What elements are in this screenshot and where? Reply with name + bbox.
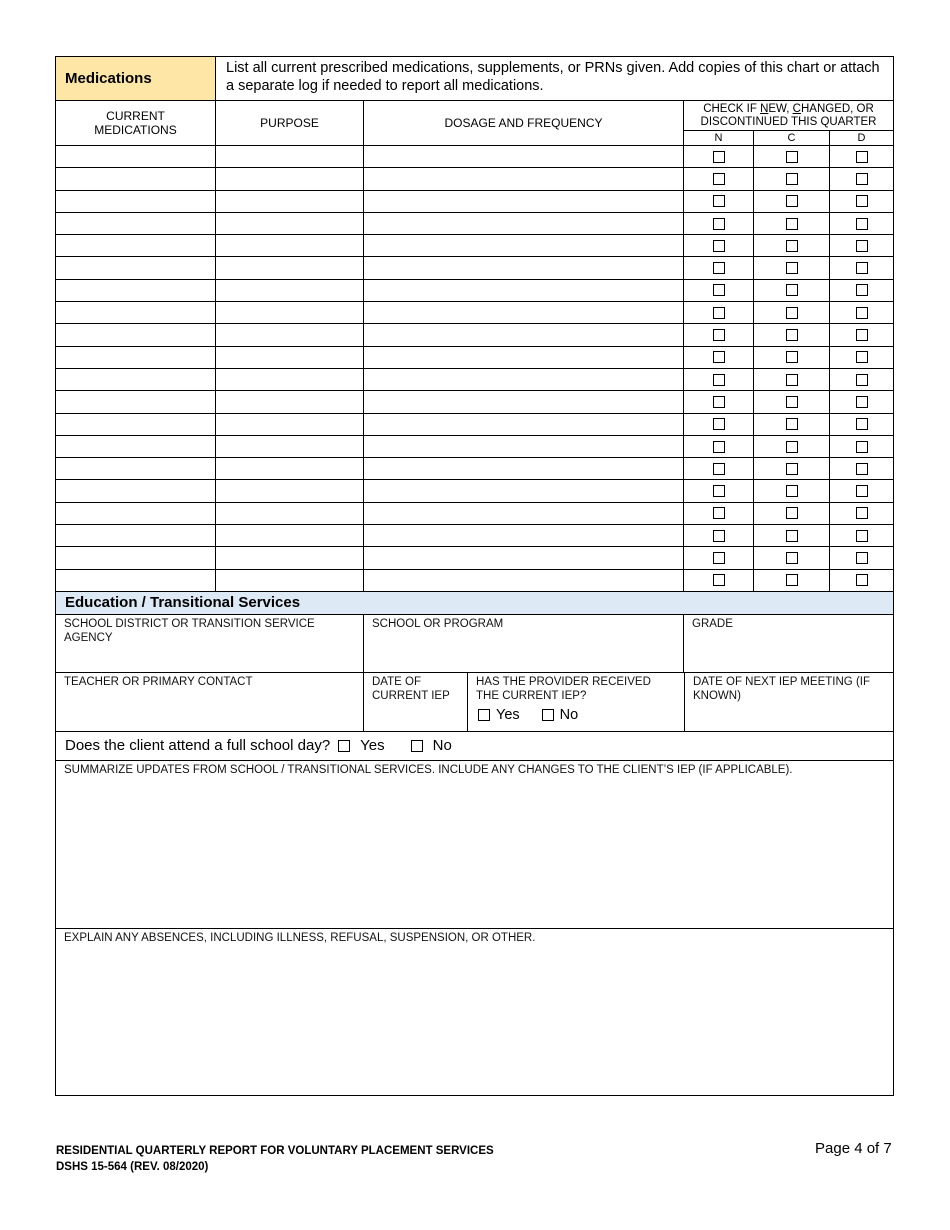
changed-checkbox-cell	[754, 503, 830, 524]
new-checkbox-cell	[684, 257, 754, 278]
changed-checkbox-cell	[754, 168, 830, 189]
footer-form-title: RESIDENTIAL QUARTERLY REPORT FOR VOLUNTARY PLACEMENT SERVICES	[56, 1145, 494, 1157]
new-checkbox[interactable]	[713, 374, 725, 386]
medication-purpose-cell[interactable]	[216, 213, 364, 234]
new-checkbox[interactable]	[713, 151, 725, 163]
medication-purpose-cell[interactable]	[216, 347, 364, 368]
medication-dosage-cell[interactable]	[364, 347, 684, 368]
discontinued-checkbox-cell	[830, 525, 893, 546]
iep-no-label: No	[559, 706, 579, 723]
discontinued-checkbox[interactable]	[856, 262, 868, 274]
full-day-question: Does the client attend a full school day?	[65, 737, 331, 755]
medication-purpose-cell[interactable]	[216, 391, 364, 412]
discontinued-checkbox[interactable]	[856, 507, 868, 519]
medication-name-cell[interactable]	[56, 391, 216, 412]
medication-dosage-cell[interactable]	[364, 480, 684, 501]
medication-name-cell[interactable]	[56, 280, 216, 301]
discontinued-checkbox[interactable]	[856, 374, 868, 386]
medication-name-cell[interactable]	[56, 503, 216, 524]
medications-title: Medications	[56, 57, 216, 100]
medication-name-cell[interactable]	[56, 414, 216, 435]
new-checkbox[interactable]	[713, 284, 725, 296]
changed-checkbox-cell	[754, 391, 830, 412]
discontinued-checkbox-cell	[830, 570, 893, 591]
medications-instructions: List all current prescribed medications, supplements, or PRNs given. Add copies of this chart or attach a separate log if needed to report all medications.	[226, 60, 880, 94]
iep-received-label: HAS THE PROVIDER RECEIVED THE CURRENT IEP?	[476, 675, 651, 702]
medication-dosage-cell[interactable]	[364, 213, 684, 234]
new-checkbox[interactable]	[713, 218, 725, 230]
new-checkbox[interactable]	[713, 195, 725, 207]
medications-rows	[56, 146, 893, 592]
changed-checkbox[interactable]	[786, 396, 798, 408]
medication-purpose-cell[interactable]	[216, 280, 364, 301]
next-iep-field[interactable]: DATE OF NEXT IEP MEETING (IF KNOWN)	[693, 675, 870, 702]
medication-name-cell[interactable]	[56, 146, 216, 167]
full-day-yes-checkbox[interactable]	[338, 740, 350, 752]
discontinued-checkbox[interactable]	[856, 485, 868, 497]
medication-name-cell[interactable]	[56, 324, 216, 345]
medication-dosage-cell[interactable]	[364, 191, 684, 212]
changed-checkbox[interactable]	[786, 240, 798, 252]
new-checkbox[interactable]	[713, 574, 725, 586]
medication-purpose-cell[interactable]	[216, 547, 364, 568]
new-checkbox[interactable]	[713, 396, 725, 408]
discontinued-checkbox-cell	[830, 547, 893, 568]
discontinued-checkbox-cell	[830, 324, 893, 345]
new-checkbox[interactable]	[713, 262, 725, 274]
medication-purpose-cell[interactable]	[216, 257, 364, 278]
changed-checkbox[interactable]	[786, 195, 798, 207]
new-checkbox[interactable]	[713, 307, 725, 319]
new-checkbox-cell	[684, 213, 754, 234]
col-changed: C	[754, 131, 830, 145]
medication-row	[56, 458, 893, 480]
changed-checkbox[interactable]	[786, 463, 798, 475]
medication-name-cell[interactable]	[56, 347, 216, 368]
medication-dosage-cell[interactable]	[364, 436, 684, 457]
new-checkbox[interactable]	[713, 485, 725, 497]
teacher-field[interactable]: TEACHER OR PRIMARY CONTACT	[56, 673, 364, 731]
medication-row	[56, 525, 893, 547]
changed-checkbox-cell	[754, 280, 830, 301]
medication-purpose-cell[interactable]	[216, 302, 364, 323]
changed-checkbox-cell	[754, 302, 830, 323]
medications-header	[56, 57, 893, 101]
new-checkbox[interactable]	[713, 173, 725, 185]
school-district-field[interactable]: SCHOOL DISTRICT OR TRANSITION SERVICE AGENCY	[56, 615, 364, 672]
medication-row	[56, 191, 893, 213]
discontinued-checkbox-cell	[830, 458, 893, 479]
new-checkbox-cell	[684, 146, 754, 167]
full-day-no-label: No	[432, 737, 452, 755]
medication-row	[56, 570, 893, 592]
medication-purpose-cell[interactable]	[216, 525, 364, 546]
medication-purpose-cell[interactable]	[216, 480, 364, 501]
discontinued-checkbox-cell	[830, 213, 893, 234]
discontinued-checkbox-cell	[830, 391, 893, 412]
grade-field[interactable]: GRADE	[692, 617, 733, 630]
discontinued-checkbox[interactable]	[856, 351, 868, 363]
medication-purpose-cell[interactable]	[216, 436, 364, 457]
changed-checkbox-cell	[754, 525, 830, 546]
medication-dosage-cell[interactable]	[364, 458, 684, 479]
discontinued-checkbox-cell	[830, 369, 893, 390]
medication-dosage-cell[interactable]	[364, 547, 684, 568]
discontinued-checkbox-cell	[830, 191, 893, 212]
medications-column-headers	[56, 101, 893, 146]
medication-dosage-cell[interactable]	[364, 525, 684, 546]
discontinued-checkbox[interactable]	[856, 552, 868, 564]
medication-name-cell[interactable]	[56, 235, 216, 256]
check-title: CHECK IF NEW, CHANGED, OR DISCONTINUED THIS QUARTER	[684, 101, 893, 131]
new-checkbox[interactable]	[713, 552, 725, 564]
full-day-yes-label: Yes	[360, 737, 385, 755]
changed-checkbox[interactable]	[786, 351, 798, 363]
medication-dosage-cell[interactable]	[364, 146, 684, 167]
changed-checkbox[interactable]	[786, 552, 798, 564]
medication-purpose-cell[interactable]	[216, 168, 364, 189]
changed-checkbox-cell	[754, 414, 830, 435]
discontinued-checkbox[interactable]	[856, 240, 868, 252]
discontinued-checkbox[interactable]	[856, 329, 868, 341]
medication-dosage-cell[interactable]	[364, 414, 684, 435]
new-checkbox-cell	[684, 369, 754, 390]
new-checkbox[interactable]	[713, 530, 725, 542]
new-checkbox[interactable]	[713, 329, 725, 341]
education-row-1	[56, 615, 893, 673]
medication-name-cell[interactable]	[56, 302, 216, 323]
changed-checkbox[interactable]	[786, 530, 798, 542]
iep-received-group	[468, 673, 685, 731]
medication-row	[56, 391, 893, 413]
changed-checkbox-cell	[754, 480, 830, 501]
medication-dosage-cell[interactable]	[364, 503, 684, 524]
changed-checkbox[interactable]	[786, 507, 798, 519]
medication-name-cell[interactable]	[56, 369, 216, 390]
discontinued-checkbox-cell	[830, 414, 893, 435]
col-check-group	[684, 101, 893, 145]
changed-checkbox[interactable]	[786, 418, 798, 430]
discontinued-checkbox-cell	[830, 347, 893, 368]
changed-checkbox-cell	[754, 146, 830, 167]
new-checkbox-cell	[684, 458, 754, 479]
changed-checkbox-cell	[754, 570, 830, 591]
new-checkbox-cell	[684, 302, 754, 323]
new-checkbox-cell	[684, 324, 754, 345]
discontinued-checkbox[interactable]	[856, 195, 868, 207]
medication-dosage-cell[interactable]	[364, 280, 684, 301]
medication-row	[56, 547, 893, 569]
medication-dosage-cell[interactable]	[364, 257, 684, 278]
medication-name-cell[interactable]	[56, 257, 216, 278]
medication-row	[56, 280, 893, 302]
iep-date-field[interactable]: DATE OF CURRENT IEP	[364, 673, 468, 731]
full-day-no-checkbox[interactable]	[411, 740, 423, 752]
new-checkbox[interactable]	[713, 351, 725, 363]
new-checkbox-cell	[684, 503, 754, 524]
changed-checkbox-cell	[754, 547, 830, 568]
medication-dosage-cell[interactable]	[364, 570, 684, 591]
discontinued-checkbox-cell	[830, 480, 893, 501]
discontinued-checkbox-cell	[830, 503, 893, 524]
new-checkbox-cell	[684, 436, 754, 457]
new-checkbox-cell	[684, 347, 754, 368]
discontinued-checkbox[interactable]	[856, 218, 868, 230]
changed-checkbox-cell	[754, 347, 830, 368]
new-checkbox[interactable]	[713, 507, 725, 519]
changed-checkbox[interactable]	[786, 485, 798, 497]
new-checkbox-cell	[684, 414, 754, 435]
medication-name-cell[interactable]	[56, 570, 216, 591]
medication-name-cell[interactable]	[56, 547, 216, 568]
medication-row	[56, 235, 893, 257]
new-checkbox-cell	[684, 168, 754, 189]
discontinued-checkbox-cell	[830, 302, 893, 323]
changed-checkbox[interactable]	[786, 262, 798, 274]
discontinued-checkbox-cell	[830, 436, 893, 457]
changed-checkbox-cell	[754, 324, 830, 345]
col-current-medications: CURRENT MEDICATIONS	[56, 101, 216, 145]
medication-dosage-cell[interactable]	[364, 168, 684, 189]
medication-row	[56, 414, 893, 436]
iep-yes-checkbox[interactable]	[478, 709, 490, 721]
discontinued-checkbox-cell	[830, 257, 893, 278]
full-day-row	[56, 732, 893, 761]
changed-checkbox-cell	[754, 369, 830, 390]
new-checkbox-cell	[684, 391, 754, 412]
medication-row	[56, 347, 893, 369]
medication-purpose-cell[interactable]	[216, 503, 364, 524]
discontinued-checkbox[interactable]	[856, 574, 868, 586]
medication-purpose-cell[interactable]	[216, 414, 364, 435]
discontinued-checkbox[interactable]	[856, 173, 868, 185]
changed-checkbox[interactable]	[786, 284, 798, 296]
changed-checkbox[interactable]	[786, 307, 798, 319]
discontinued-checkbox[interactable]	[856, 530, 868, 542]
medication-dosage-cell[interactable]	[364, 391, 684, 412]
medication-name-cell[interactable]	[56, 458, 216, 479]
medication-purpose-cell[interactable]	[216, 191, 364, 212]
new-checkbox[interactable]	[713, 240, 725, 252]
medication-row	[56, 436, 893, 458]
medication-purpose-cell[interactable]	[216, 570, 364, 591]
education-row-2	[56, 673, 893, 732]
changed-checkbox[interactable]	[786, 329, 798, 341]
iep-no-checkbox[interactable]	[542, 709, 554, 721]
medication-row	[56, 146, 893, 168]
medication-row	[56, 257, 893, 279]
changed-checkbox[interactable]	[786, 173, 798, 185]
medication-row	[56, 324, 893, 346]
medication-row	[56, 369, 893, 391]
changed-checkbox-cell	[754, 458, 830, 479]
medication-dosage-cell[interactable]	[364, 324, 684, 345]
medication-purpose-cell[interactable]	[216, 458, 364, 479]
medication-row	[56, 213, 893, 235]
medication-purpose-cell[interactable]	[216, 235, 364, 256]
medication-name-cell[interactable]	[56, 168, 216, 189]
changed-checkbox[interactable]	[786, 574, 798, 586]
discontinued-checkbox-cell	[830, 280, 893, 301]
changed-checkbox-cell	[754, 191, 830, 212]
discontinued-checkbox[interactable]	[856, 418, 868, 430]
medication-dosage-cell[interactable]	[364, 369, 684, 390]
medication-name-cell[interactable]	[56, 480, 216, 501]
page-number: Page 4 of 7	[815, 1140, 892, 1157]
discontinued-checkbox-cell	[830, 168, 893, 189]
discontinued-checkbox[interactable]	[856, 307, 868, 319]
col-purpose: PURPOSE	[216, 101, 364, 145]
new-checkbox[interactable]	[713, 418, 725, 430]
medication-row	[56, 480, 893, 502]
medication-row	[56, 168, 893, 190]
new-checkbox-cell	[684, 525, 754, 546]
discontinued-checkbox[interactable]	[856, 441, 868, 453]
col-discontinued: D	[857, 132, 866, 144]
medication-row	[56, 503, 893, 525]
changed-checkbox[interactable]	[786, 441, 798, 453]
new-checkbox-cell	[684, 547, 754, 568]
new-checkbox[interactable]	[713, 463, 725, 475]
changed-checkbox-cell	[754, 213, 830, 234]
changed-checkbox[interactable]	[786, 151, 798, 163]
discontinued-checkbox[interactable]	[856, 151, 868, 163]
discontinued-checkbox-cell	[830, 146, 893, 167]
check-letters	[684, 131, 893, 145]
discontinued-checkbox[interactable]	[856, 284, 868, 296]
quarterly-report-form	[55, 56, 894, 1096]
medication-name-cell[interactable]	[56, 525, 216, 546]
absences-field[interactable]: EXPLAIN ANY ABSENCES, INCLUDING ILLNESS, REFUSAL, SUSPENSION, OR OTHER.	[64, 931, 536, 944]
footer-form-number: DSHS 15-564 (REV. 08/2020)	[56, 1161, 209, 1173]
medication-purpose-cell[interactable]	[216, 324, 364, 345]
iep-received-options	[468, 707, 684, 723]
iep-yes-label: Yes	[496, 706, 520, 723]
changed-checkbox-cell	[754, 257, 830, 278]
changed-checkbox[interactable]	[786, 218, 798, 230]
new-checkbox-cell	[684, 191, 754, 212]
new-checkbox-cell	[684, 570, 754, 591]
new-checkbox-cell	[684, 480, 754, 501]
school-program-field[interactable]: SCHOOL OR PROGRAM	[364, 615, 684, 672]
col-dosage-frequency: DOSAGE AND FREQUENCY	[364, 101, 684, 145]
changed-checkbox[interactable]	[786, 374, 798, 386]
changed-checkbox-cell	[754, 235, 830, 256]
education-title: Education / Transitional Services	[56, 592, 893, 615]
discontinued-checkbox[interactable]	[856, 396, 868, 408]
medication-row	[56, 302, 893, 324]
medication-name-cell[interactable]	[56, 191, 216, 212]
medication-name-cell[interactable]	[56, 436, 216, 457]
medication-dosage-cell[interactable]	[364, 235, 684, 256]
col-new: N	[684, 131, 754, 145]
medication-name-cell[interactable]	[56, 213, 216, 234]
new-checkbox[interactable]	[713, 441, 725, 453]
medication-purpose-cell[interactable]	[216, 369, 364, 390]
summary-field[interactable]: SUMMARIZE UPDATES FROM SCHOOL / TRANSITIONAL SERVICES. INCLUDE ANY CHANGES TO THE CLIENT’S IEP (IF APPLICABLE).	[56, 761, 893, 929]
new-checkbox-cell	[684, 280, 754, 301]
new-checkbox-cell	[684, 235, 754, 256]
discontinued-checkbox-cell	[830, 235, 893, 256]
changed-checkbox-cell	[754, 436, 830, 457]
medication-purpose-cell[interactable]	[216, 146, 364, 167]
medication-dosage-cell[interactable]	[364, 302, 684, 323]
footer-form-info	[56, 1143, 494, 1175]
discontinued-checkbox[interactable]	[856, 463, 868, 475]
